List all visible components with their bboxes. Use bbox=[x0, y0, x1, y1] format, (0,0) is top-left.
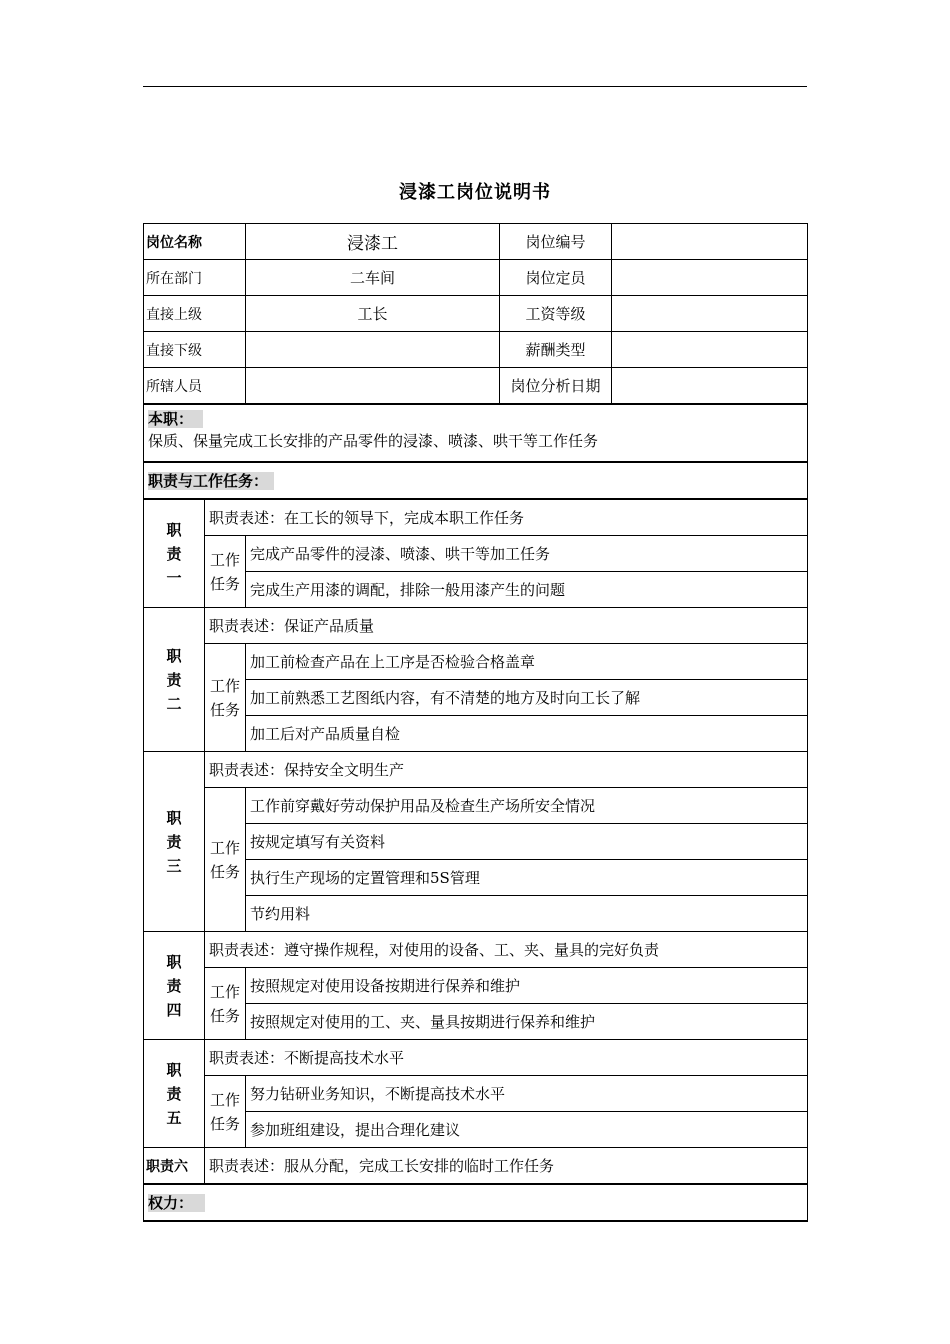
pay-type-value bbox=[612, 332, 808, 368]
staff-label: 所辖人员 bbox=[144, 368, 246, 405]
duty-5-title: 职 责 五 bbox=[144, 1040, 205, 1148]
duty-6-description: 职责表述：服从分配，完成工长安排的临时工作任务 bbox=[205, 1148, 808, 1185]
duty-row bbox=[144, 499, 808, 536]
authority-row bbox=[144, 1184, 808, 1221]
staff-value bbox=[246, 368, 500, 405]
job-description-table bbox=[143, 223, 808, 1222]
duty-1-task-1: 完成产品零件的浸漆、喷漆、哄干等加工任务 bbox=[246, 536, 808, 572]
info-row bbox=[144, 332, 808, 368]
duty-2-task-3: 加工后对产品质量自检 bbox=[246, 716, 808, 752]
duty-5-task-2: 参加班组建设，提出合理化建议 bbox=[246, 1112, 808, 1148]
duty-row bbox=[144, 932, 808, 968]
top-rule bbox=[143, 86, 807, 87]
document-title: 浸漆工岗位说明书 bbox=[399, 182, 551, 203]
duties-header-cell bbox=[144, 462, 808, 499]
duty-5-task-1: 努力钻研业务知识，不断提高技术水平 bbox=[246, 1076, 808, 1112]
position-name-label: 岗位名称 bbox=[144, 224, 246, 260]
duty-6-title: 职责六 bbox=[144, 1148, 205, 1185]
scope-text: 保质、保量完成工长安排的产品零件的浸漆、喷漆、哄干等工作任务 bbox=[148, 432, 599, 450]
position-name-value: 浸漆工 bbox=[246, 224, 500, 260]
duty-1-task-label: 工作 任务 bbox=[205, 536, 246, 608]
analysis-date-value bbox=[612, 368, 808, 405]
headcount-label: 岗位定员 bbox=[500, 260, 612, 296]
duty-4-title: 职 责 四 bbox=[144, 932, 205, 1040]
duty-4-task-label: 工作 任务 bbox=[205, 968, 246, 1040]
wage-grade-label: 工资等级 bbox=[500, 296, 612, 332]
wage-grade-value bbox=[612, 296, 808, 332]
department-label: 所在部门 bbox=[144, 260, 246, 296]
authority-label: 权力： bbox=[148, 1194, 205, 1212]
scope-cell bbox=[144, 404, 808, 462]
duty-2-title: 职 责 二 bbox=[144, 608, 205, 752]
duty-3-task-2: 按规定填写有关资料 bbox=[246, 824, 808, 860]
duty-4-description: 职责表述：遵守操作规程，对使用的设备、工、夹、量具的完好负责 bbox=[205, 932, 808, 968]
duty-row bbox=[144, 1148, 808, 1185]
task-row bbox=[144, 536, 808, 572]
scope-label: 本职： bbox=[148, 410, 203, 428]
authority-cell bbox=[144, 1184, 808, 1221]
duty-row bbox=[144, 752, 808, 788]
analysis-date-label: 岗位分析日期 bbox=[500, 368, 612, 405]
info-row bbox=[144, 260, 808, 296]
duty-5-task-label: 工作 任务 bbox=[205, 1076, 246, 1148]
direct-superior-value: 工长 bbox=[246, 296, 500, 332]
duties-header-row bbox=[144, 462, 808, 499]
direct-superior-label: 直接上级 bbox=[144, 296, 246, 332]
duty-3-task-label: 工作 任务 bbox=[205, 788, 246, 932]
duty-4-task-1: 按照规定对使用设备按期进行保养和维护 bbox=[246, 968, 808, 1004]
task-row bbox=[144, 644, 808, 680]
direct-subordinate-label: 直接下级 bbox=[144, 332, 246, 368]
duty-row bbox=[144, 1040, 808, 1076]
info-row bbox=[144, 368, 808, 405]
scope-row bbox=[144, 404, 808, 462]
duty-1-title: 职 责 一 bbox=[144, 499, 205, 608]
info-row bbox=[144, 296, 808, 332]
duty-1-task-2: 完成生产用漆的调配，排除一般用漆产生的问题 bbox=[246, 572, 808, 608]
task-row bbox=[144, 968, 808, 1004]
position-code-label: 岗位编号 bbox=[500, 224, 612, 260]
department-value: 二车间 bbox=[246, 260, 500, 296]
duty-3-task-4: 节约用料 bbox=[246, 896, 808, 932]
duty-3-title: 职 责 三 bbox=[144, 752, 205, 932]
duty-3-task-3: 执行生产现场的定置管理和5S管理 bbox=[246, 860, 808, 896]
duty-2-task-label: 工作 任务 bbox=[205, 644, 246, 752]
duties-section-label: 职责与工作任务： bbox=[148, 472, 274, 490]
pay-type-label: 薪酬类型 bbox=[500, 332, 612, 368]
headcount-value bbox=[612, 260, 808, 296]
duty-2-task-2: 加工前熟悉工艺图纸内容，有不清楚的地方及时向工长了解 bbox=[246, 680, 808, 716]
position-code-value bbox=[612, 224, 808, 260]
info-row bbox=[144, 224, 808, 260]
task-row bbox=[144, 1076, 808, 1112]
duty-3-description: 职责表述：保持安全文明生产 bbox=[205, 752, 808, 788]
duty-3-task-1: 工作前穿戴好劳动保护用品及检查生产场所安全情况 bbox=[246, 788, 808, 824]
duty-2-description: 职责表述：保证产品质量 bbox=[205, 608, 808, 644]
duty-row bbox=[144, 608, 808, 644]
direct-subordinate-value bbox=[246, 332, 500, 368]
duty-4-task-2: 按照规定对使用的工、夹、量具按期进行保养和维护 bbox=[246, 1004, 808, 1040]
duty-5-description: 职责表述：不断提高技术水平 bbox=[205, 1040, 808, 1076]
task-row bbox=[144, 788, 808, 824]
duty-2-task-1: 加工前检查产品在上工序是否检验合格盖章 bbox=[246, 644, 808, 680]
duty-1-description: 职责表述：在工长的领导下，完成本职工作任务 bbox=[205, 499, 808, 536]
